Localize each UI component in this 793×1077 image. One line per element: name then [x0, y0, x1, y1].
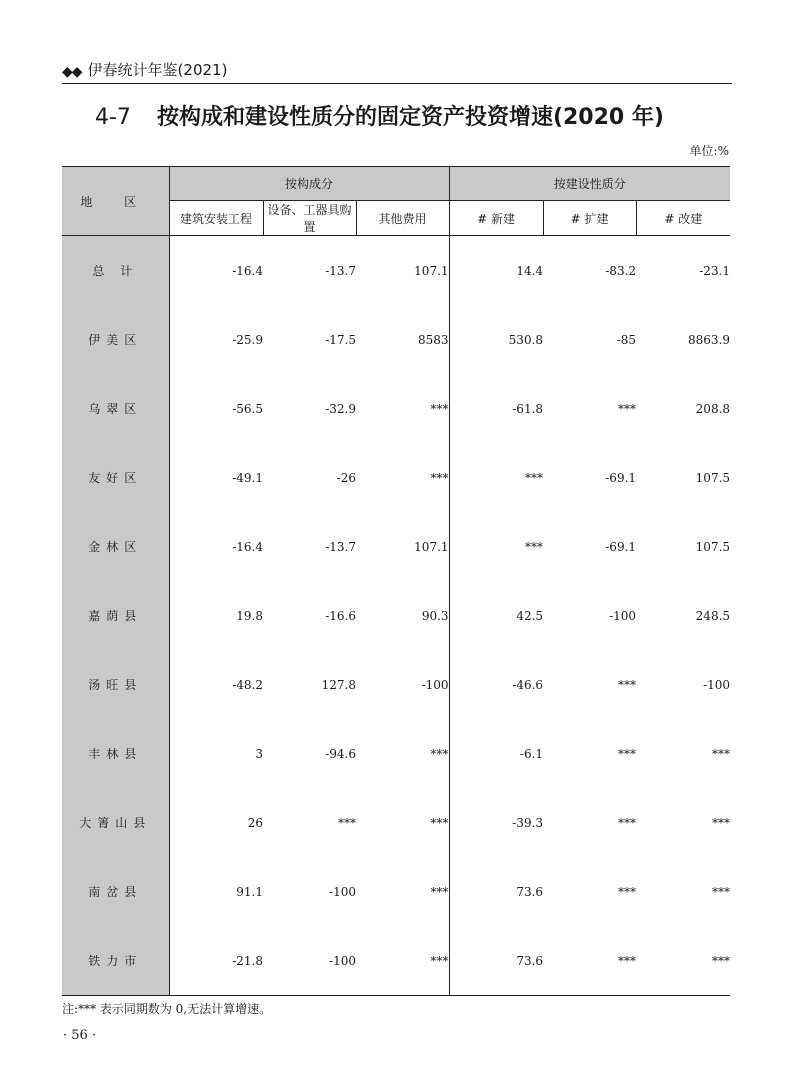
- unit-label: 单位:%: [689, 144, 729, 158]
- value-cell: -16.6: [325, 608, 356, 623]
- region-cell: 铁力市: [62, 926, 169, 996]
- value-cell: ***: [712, 884, 731, 899]
- col-header-construction-install: 建筑安装工程: [169, 201, 263, 236]
- value-cell: 127.8: [321, 677, 356, 692]
- value-cell: 3: [255, 746, 263, 761]
- value-cell: ***: [618, 815, 637, 830]
- value-cell: ***: [636, 926, 730, 996]
- value-cell: ***: [618, 884, 637, 899]
- value-cell: -16.4: [232, 539, 263, 554]
- value-cell: -16.4: [232, 263, 263, 278]
- region-cell: 汤旺县: [62, 650, 169, 719]
- col-header-renovation: # 改建: [636, 201, 730, 236]
- value-cell: -13.7: [325, 263, 356, 278]
- page-number: · 56 ·: [63, 1028, 97, 1043]
- table-number: 4-7: [95, 105, 131, 130]
- table-row: [62, 719, 730, 788]
- col-header-other-costs: 其他费用: [356, 201, 449, 236]
- yearbook-name: 伊春统计年鉴(2021): [87, 61, 228, 79]
- value-cell: 19.8: [236, 608, 263, 623]
- col-header-equipment: 设备、工器具购置: [263, 201, 356, 236]
- value-cell: 14.4: [449, 236, 543, 306]
- value-cell: 91.1: [236, 884, 263, 899]
- value-cell: -48.2: [232, 677, 263, 692]
- region-cell: 乌翠区: [62, 374, 169, 443]
- table-row: [62, 236, 730, 306]
- region-cell: 南岔县: [62, 857, 169, 926]
- table-row: [62, 926, 730, 996]
- table-row: [62, 581, 730, 650]
- value-cell: 8583: [417, 332, 449, 347]
- value-cell: 107.1: [414, 539, 449, 554]
- group-header-composition: 按构成分: [169, 167, 449, 201]
- region-cell: 大箐山县: [62, 788, 169, 857]
- col-header-expansion: # 扩建: [543, 201, 636, 236]
- value-cell: -6.1: [449, 719, 543, 788]
- value-cell: -69.1: [605, 470, 637, 485]
- value-cell: 107.1: [414, 263, 449, 278]
- value-cell: -94.6: [325, 746, 356, 761]
- value-cell: -26: [336, 470, 356, 485]
- value-cell: -100: [329, 884, 356, 899]
- value-cell: -23.1: [699, 263, 731, 278]
- value-cell: 107.5: [695, 470, 731, 485]
- table-row: [62, 443, 730, 512]
- value-cell: -25.9: [232, 332, 263, 347]
- value-cell: 26: [247, 815, 263, 830]
- value-cell: -46.6: [449, 650, 543, 719]
- value-cell: ***: [430, 815, 449, 830]
- region-cell: 金林区: [62, 512, 169, 581]
- value-cell: -17.5: [325, 332, 356, 347]
- value-cell: ***: [430, 401, 449, 416]
- page-title: [95, 100, 715, 131]
- value-cell: -39.3: [449, 788, 543, 857]
- region-cell: 友好区: [62, 443, 169, 512]
- value-cell: ***: [430, 470, 449, 485]
- region-cell: 嘉荫县: [62, 581, 169, 650]
- value-cell: ***: [618, 401, 637, 416]
- region-cell: 丰林县: [62, 719, 169, 788]
- value-cell: ***: [712, 746, 731, 761]
- value-cell: 107.5: [695, 539, 731, 554]
- value-cell: -49.1: [232, 470, 263, 485]
- value-cell: 208.8: [695, 401, 731, 416]
- group-header-construction-nature: 按建设性质分: [449, 167, 730, 201]
- value-cell: -61.8: [449, 374, 543, 443]
- table-row: [62, 857, 730, 926]
- region-cell: 伊美区: [62, 305, 169, 374]
- value-cell: -32.9: [325, 401, 356, 416]
- value-cell: 73.6: [449, 926, 543, 996]
- value-cell: ***: [543, 926, 636, 996]
- value-cell: ***: [338, 815, 356, 830]
- value-cell: 8863.9: [688, 332, 731, 347]
- value-cell: -69.1: [605, 539, 637, 554]
- value-cell: ***: [712, 815, 731, 830]
- value-cell: ***: [430, 884, 449, 899]
- value-cell: -21.8: [169, 926, 263, 996]
- value-cell: -100: [263, 926, 356, 996]
- value-cell: ***: [449, 512, 543, 581]
- value-cell: ***: [356, 926, 449, 996]
- table-row: [62, 374, 730, 443]
- value-cell: ***: [430, 746, 449, 761]
- value-cell: ***: [618, 746, 637, 761]
- data-table: [62, 166, 730, 996]
- value-cell: -56.5: [232, 401, 263, 416]
- value-cell: 248.5: [695, 608, 731, 623]
- table-row: [62, 788, 730, 857]
- value-cell: ***: [618, 677, 637, 692]
- value-cell: ***: [449, 443, 543, 512]
- table-row: [62, 305, 730, 374]
- running-head: [62, 62, 732, 84]
- value-cell: -13.7: [325, 539, 356, 554]
- region-header: 地 区: [62, 167, 169, 236]
- diamond-bullets-icon: ◆◆: [62, 64, 82, 80]
- value-cell: -83.2: [605, 263, 637, 278]
- value-cell: -100: [609, 608, 637, 623]
- value-cell: -100: [421, 677, 449, 692]
- table-row: [62, 512, 730, 581]
- value-cell: -100: [703, 677, 731, 692]
- value-cell: 530.8: [449, 305, 543, 374]
- table-row: [62, 650, 730, 719]
- footnote: 注:*** 表示同期数为 0,无法计算增速。: [62, 1002, 272, 1016]
- value-cell: 42.5: [449, 581, 543, 650]
- table-title: 按构成和建设性质分的固定资产投资增速(2020 年): [156, 105, 664, 130]
- value-cell: -85: [616, 332, 637, 347]
- col-header-new-build: # 新建: [449, 201, 543, 236]
- value-cell: 90.3: [421, 608, 449, 623]
- value-cell: 73.6: [449, 857, 543, 926]
- region-cell: 总 计: [62, 236, 169, 306]
